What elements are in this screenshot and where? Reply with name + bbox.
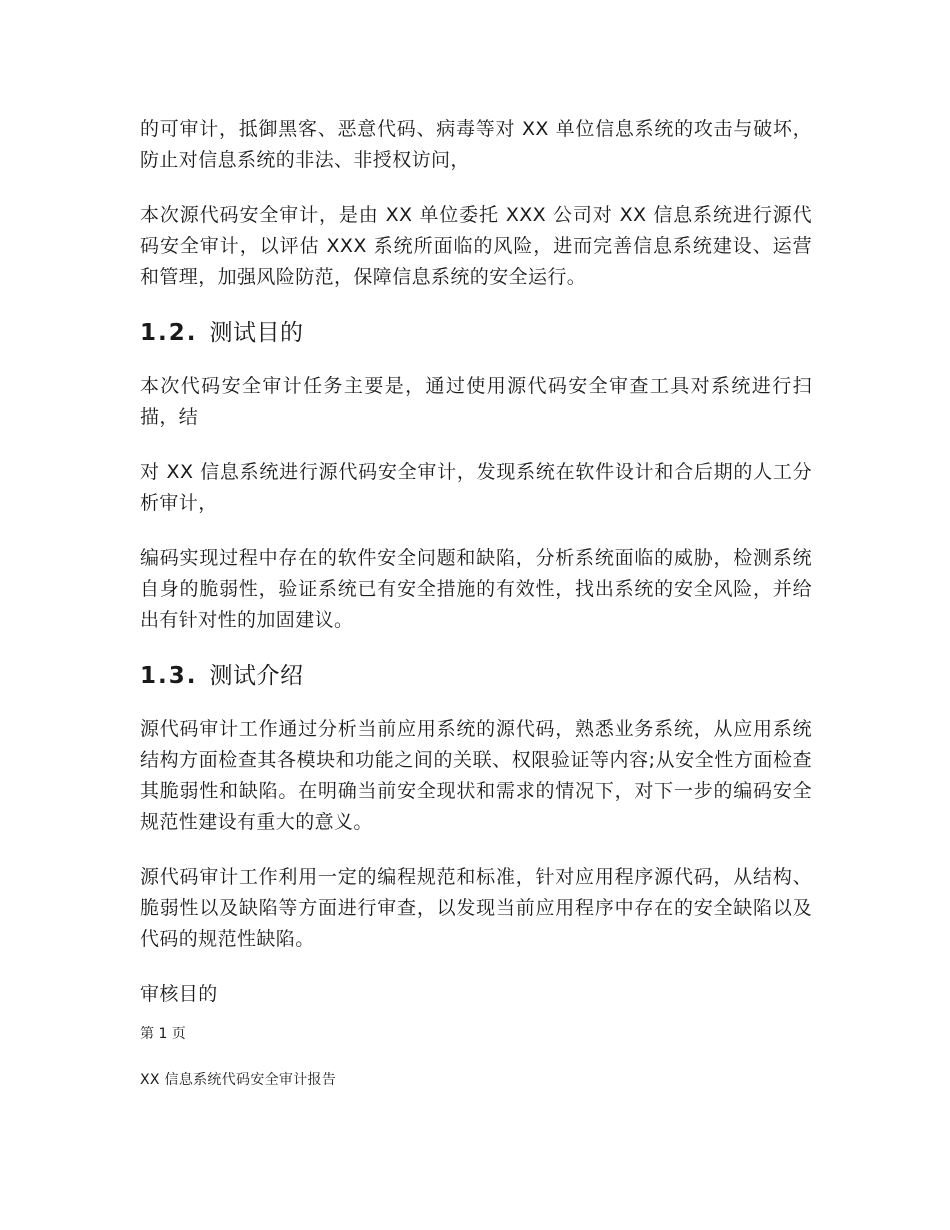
section-number: 1.3. [140,663,198,689]
intro-paragraph-2: 本次源代码安全审计，是由 XX 单位委托 XXX 公司对 XX 信息系统进行源代码安全审计，以评估 XXX 系统所面临的风险，进而完善信息系统建设、运营和管理，加强风险防范，保障信息系统的安全运行。 [140,204,812,288]
document-title-footer: XX 信息系统代码安全审计报告 [140,1072,337,1088]
page-number: 第 1 页 [140,1026,186,1042]
section-heading-1-3 [140,660,812,692]
intro-paragraph-1: 的可审计，抵御黑客、恶意代码、病毒等对 XX 单位信息系统的攻击与破坏，防止对信息系统的非法、非授权访问， [140,118,812,171]
document-body [140,114,812,1090]
section-number: 1.2. [140,320,198,346]
subheading-audit-purpose: 审核目的 [140,983,218,1005]
section-title: 测试目的 [209,320,304,346]
section-title: 测试介绍 [209,663,304,689]
section-heading-1-2 [140,317,812,349]
section-1-2-paragraph-2: 对 XX 信息系统进行源代码安全审计，发现系统在软件设计和合后期的人工分析审计， [140,461,812,514]
section-1-2-paragraph-1: 本次代码安全审计任务主要是，通过使用源代码安全审查工具对系统进行扫描，结 [140,375,812,428]
section-1-2-paragraph-3: 编码实现过程中存在的软件安全问题和缺陷，分析系统面临的威胁，检测系统自身的脆弱性，验证系统已有安全措施的有效性，找出系统的安全风险，并给出有针对性的加固建议。 [140,547,812,631]
section-1-3-paragraph-1: 源代码审计工作通过分析当前应用系统的源代码，熟悉业务系统，从应用系统结构方面检查其各模块和功能之间的关联、权限验证等内容;从安全性方面检查其脆弱性和缺陷。在明确当前安全现状和需求的情况下，对下一步的编码安全规范性建设有重大的意义。 [140,718,812,833]
section-1-3-paragraph-2: 源代码审计工作利用一定的编程规范和标准，针对应用程序源代码，从结构、脆弱性以及缺陷等方面进行审查，以发现当前应用程序中存在的安全缺陷以及代码的规范性缺陷。 [140,866,812,950]
